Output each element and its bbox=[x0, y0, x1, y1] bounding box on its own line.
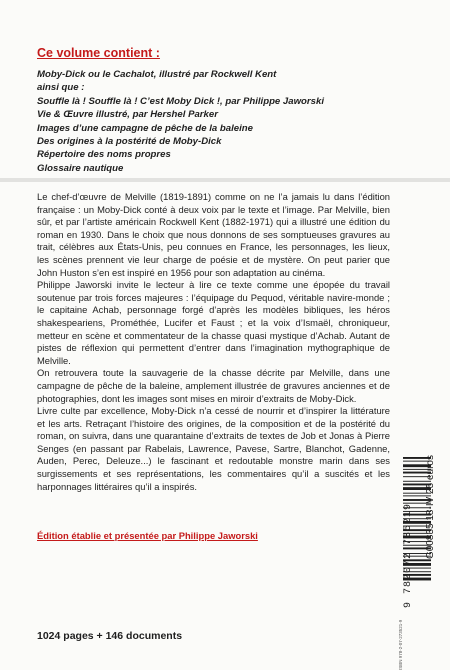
contents-item: Glossaire nautique bbox=[37, 162, 124, 174]
isbn-digits: 9 782072 735219 bbox=[403, 502, 414, 608]
blurb-paragraph: Livre culte par excellence, Moby-Dick n’a cessé de nourrir et d’inspirer la littérature et les arts. Retraçant l’histoire des origines, de la composition et de la postérité du roman, on suivra, dans une quarantaine d’extraits de textes de Job et Jonas à Pierre Senges (en passant par Rabelais, Lawrence, Pavese, Sartre, Blanchot, Gadenne, Auden, Perec, Deleuze...) le fascinant et redoutable monstre marin dans ses surgissements et ses représentations, les commentaires qu’il a suscités et les harponnages littéraires qu’il a inspirés. bbox=[37, 405, 390, 492]
contents-heading: Ce volume contient : bbox=[37, 46, 160, 60]
contents-item: Vie & Œuvre illustré, par Hershel Parker bbox=[37, 109, 218, 121]
isbn-label: ISBN 978-2-07-273521-9 bbox=[398, 619, 403, 670]
contents-item: Images d’une campagne de pêche de la baleine bbox=[37, 122, 253, 134]
price-code: G00835 18-IV 25 euros bbox=[425, 455, 436, 559]
blurb-paragraph: Philippe Jaworski invite le lecteur à lire ce texte comme une épopée du travail soutenue par trois forces majeures : l’équipage du Pequod, véritable navire-monde ; le capitaine Achab, personnage forgé d’après les modèles bibliques, les héros shakespeariens, Prométhée, Lucifer et Faust ; et la voix d’Ismaël, chroniqueur, metteur en scène et commentateur de la chasse quasi mystique d’Achab. Autant de pistes de réflexion qui permettent d’entrer dans l’imagination mythographique de Melville. bbox=[37, 279, 390, 366]
contents-item: Souffle là ! Souffle là ! C’est Moby Dick !, par Philippe Jaworski bbox=[37, 95, 324, 107]
contents-item: Des origines à la postérité de Moby-Dick bbox=[37, 136, 222, 148]
contents-list bbox=[37, 68, 324, 175]
blurb-paragraph: On retrouvera toute la sauvagerie de la chasse décrite par Melville, dans une campagne de pêche de la baleine, amplement illustrée de gravures anciennes et de photographies, dont les images sont mises en miroir d’extraits de Moby-Dick. bbox=[37, 367, 390, 404]
contents-item: ainsi que : bbox=[37, 82, 85, 94]
page-count: 1024 pages + 146 documents bbox=[37, 630, 183, 642]
blurb-paragraph: Le chef-d’œuvre de Melville (1819-1891) comme on ne l’a jamais lu dans l’édition française : un Moby-Dick conté à deux voix par le texte et l’image. Par Melville, bien sûr, et par l’artiste américain Rockwell Kent (1882-1971) qui a illustré une édition du roman en 1930. Dans le choix que nous donnons de ses somptueuses gravures au trait, célèbres aux États-Unis, peu connues en France, les personnages, les lieux, les scènes prennent vie leur charge de poésie et de mystère. On peut parier que John Huston s’en est inspiré en 1956 pour son adaptation au cinéma. bbox=[37, 191, 390, 278]
contents-item: Moby-Dick ou le Cachalot, illustré par Rockwell Kent bbox=[37, 69, 277, 80]
contents-item: Répertoire des noms propres bbox=[37, 149, 171, 161]
editor-credit: Édition établie et présentée par Philippe Jaworski bbox=[37, 530, 258, 541]
blurb bbox=[37, 191, 390, 493]
divider bbox=[0, 178, 450, 182]
